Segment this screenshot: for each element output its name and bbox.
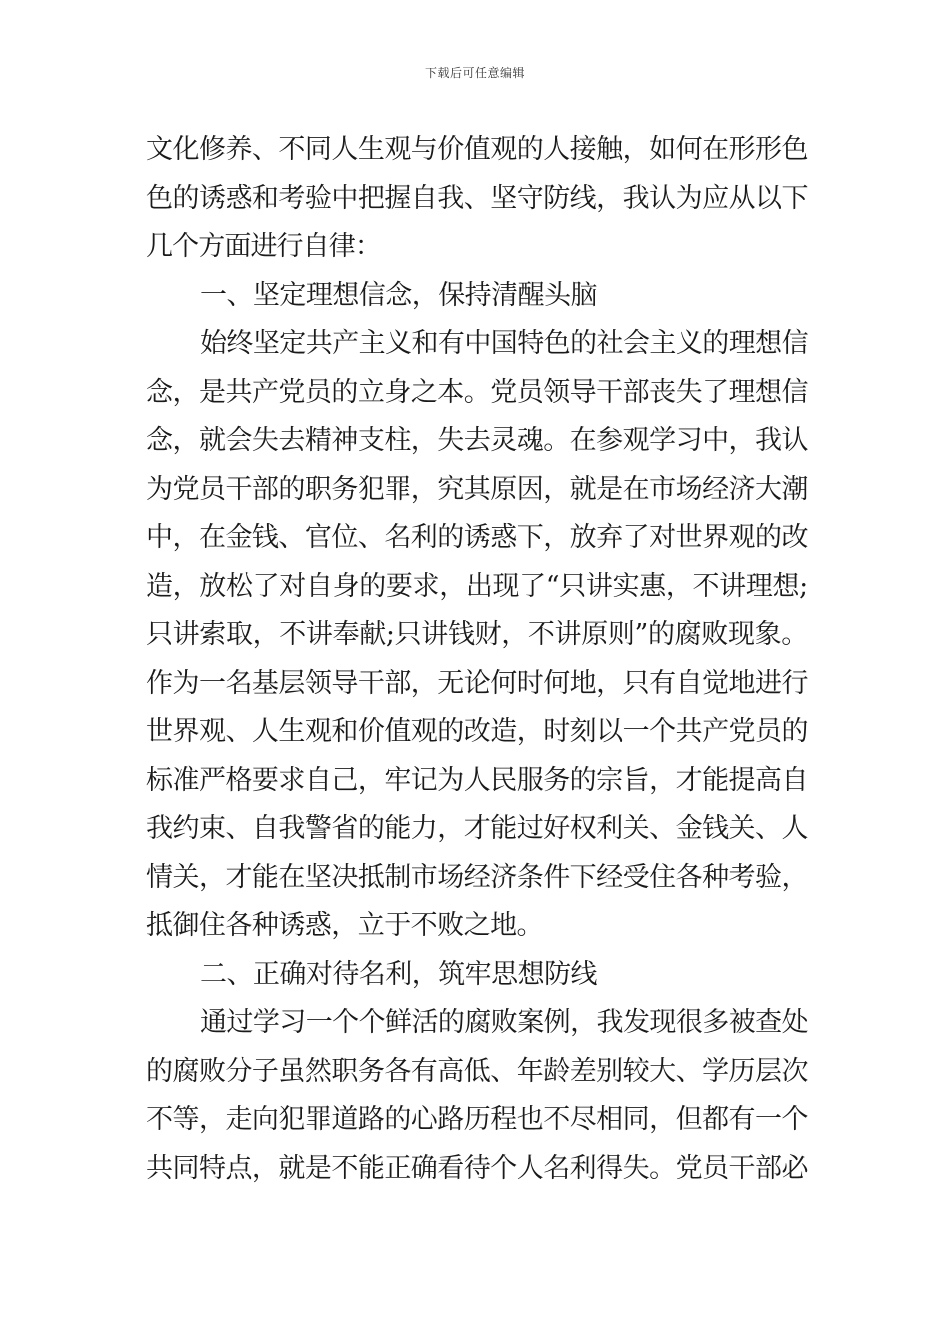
text-line: 始终坚定共产主义和有中国特色的社会主义的理想信 [200, 328, 808, 359]
text-line: 念，就会失去精神支柱，失去灵魂。在参观学习中，我认 [146, 425, 808, 456]
text-line: 文化修养、不同人生观与价值观的人接触，如何在形形色 [146, 134, 808, 165]
text-line: 作为一名基层领导干部，无论何时何地，只有自觉地进行 [146, 667, 808, 699]
page-header: 下载后可任意编辑 [424, 66, 525, 80]
text-line: 的腐败分子虽然职务各有高低、年龄差别较大、学历层次 [146, 1055, 808, 1087]
text-line: 标准严格要求自己，牢记为人民服务的宗旨，才能提高自 [146, 764, 808, 796]
text-line: 只讲索取，不讲奉献;只讲钱财，不讲原则”的腐败现象。 [146, 619, 808, 650]
text-line: 抵御住各种诱惑，立于不败之地。 [146, 910, 543, 941]
text-line: 二、正确对待名利，筑牢思想防线 [200, 958, 597, 990]
text-line: 中，在金钱、官位、名利的诱惑下，放弃了对世界观的改 [146, 522, 808, 553]
text-line: 共同特点，就是不能正确看待个人名利得失。党员干部必 [146, 1152, 808, 1184]
text-line: 情关，才能在坚决抵制市场经济条件下经受住各种考验， [146, 861, 808, 893]
text-line: 一、坚定理想信念，保持清醒头脑 [200, 279, 597, 311]
text-line: 色的诱惑和考验中把握自我、坚守防线，我认为应从以下 [146, 182, 808, 214]
text-line: 通过学习一个个鲜活的腐败案例，我发现很多被查处 [200, 1007, 808, 1038]
text-line: 为党员干部的职务犯罪，究其原因，就是在市场经济大潮 [146, 473, 808, 505]
text-line: 世界观、人生观和价值观的改造，时刻以一个共产党员的 [146, 716, 808, 747]
text-line: 不等，走向犯罪道路的心路历程也不尽相同，但都有一个 [146, 1104, 808, 1135]
text-line: 念，是共产党员的立身之本。党员领导干部丧失了理想信 [146, 376, 808, 408]
text-line: 几个方面进行自律： [146, 231, 381, 262]
text-line: 我约束、自我警省的能力，才能过好权利关、金钱关、人 [146, 813, 808, 844]
text-line: 造，放松了对自身的要求，出现了“只讲实惠，不讲理想; [146, 570, 808, 602]
document-body [146, 126, 816, 1193]
